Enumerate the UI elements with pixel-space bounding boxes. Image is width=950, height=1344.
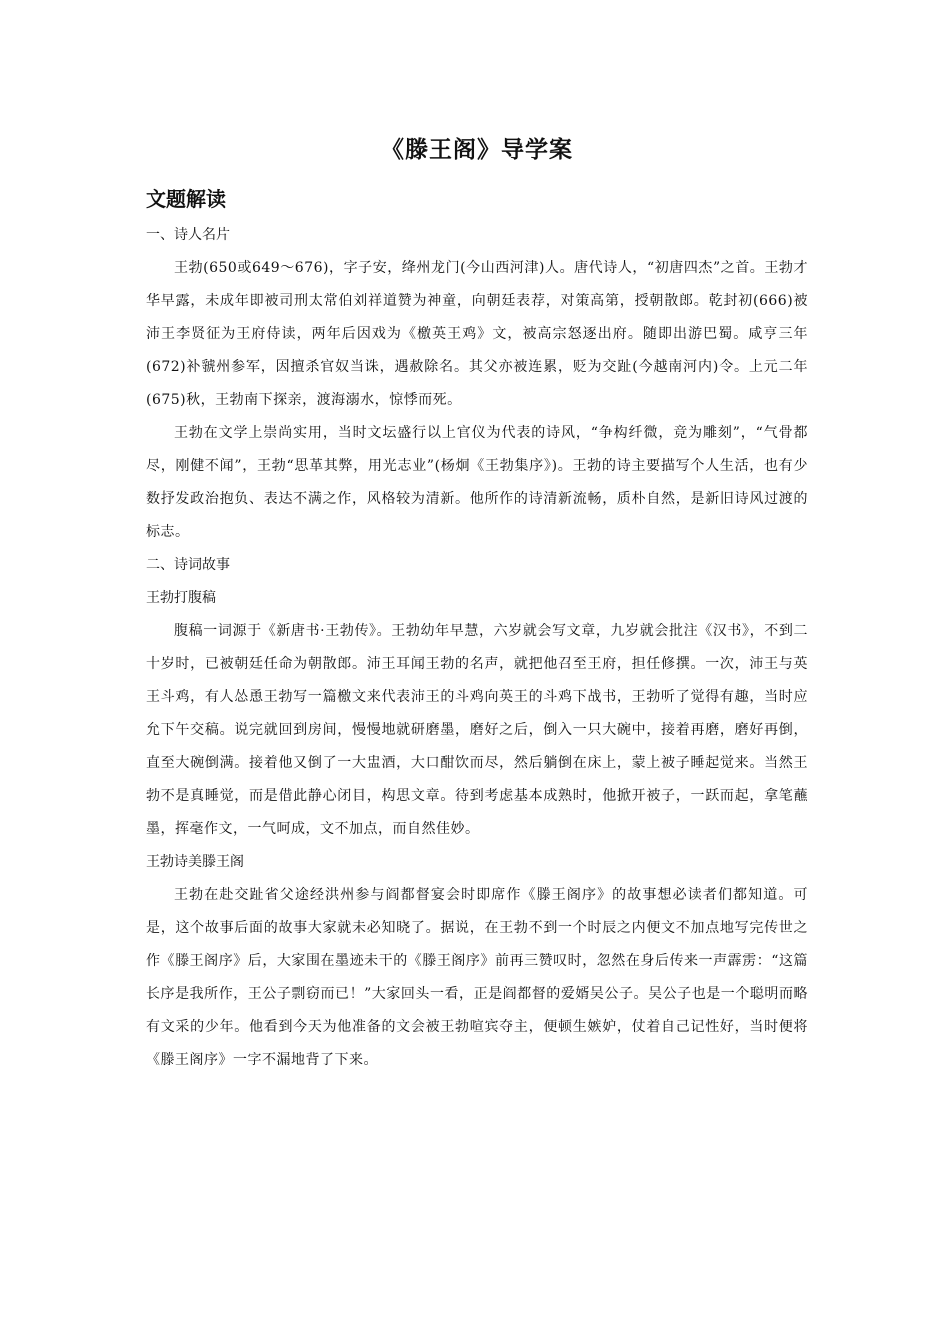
paragraph-literary-style: 王勃在文学上崇尚实用，当时文坛盛行以上官仪为代表的诗风，“争构纤微，竞为雕刻”，“气骨都尽，刚健不闻”，王勃“思革其弊，用光志业”(杨炯《王勃集序》)。王勃的诗主要描写个人生活，也有少数抒发政治抱负、表达不满之作，风格较为清新。他所作的诗清新流畅，质朴自然，是新旧诗风过渡的标志。 bbox=[146, 425, 808, 540]
subsection-poem-stories: 二、诗词故事 bbox=[146, 557, 230, 573]
story-title-tengwang: 王勃诗美滕王阁 bbox=[146, 854, 244, 870]
paragraph-tengwang-story: 王勃在赴交趾省父途经洪州参与阎都督宴会时即席作《滕王阁序》的故事想必读者们都知道。可是，这个故事后面的故事大家就未必知晓了。据说，在王勃不到一个时辰之内便文不加点地写完传世之作《滕王阁序》后，大家围在墨迹未干的《滕王阁序》前再三赞叹时，忽然在身后传来一声霹雳：“这篇长序是我所作，王公子剽窃而已！”大家回头一看，正是阎都督的爱婿吴公子。吴公子也是一个聪明而略有文采的少年。他看到今天为他准备的文会被王勃喧宾夺主，便顿生嫉妒，仗着自己记性好，当时便将《滕王阁序》一字不漏地背了下来。 bbox=[146, 887, 808, 1068]
paragraph-draft-story: 腹稿一词源于《新唐书·王勃传》。王勃幼年早慧，六岁就会写文章，九岁就会批注《汉书》，不到二十岁时，已被朝廷任命为朝散郎。沛王耳闻王勃的名声，就把他召至王府，担任修撰。一次，沛王与英王斗鸡，有人怂恿王勃写一篇檄文来代表沛王的斗鸡向英王的斗鸡下战书，王勃听了觉得有趣，当时应允下午交稿。说完就回到房间，慢慢地就研磨墨，磨好之后，倒入一只大碗中，接着再磨，磨好再倒，直至大碗倒满。接着他又倒了一大盅酒，大口酣饮而尽，然后躺倒在床上，蒙上被子睡起觉来。当然王勃不是真睡觉，而是借此静心闭目，构思文章。待到考虑基本成熟时，他掀开被子，一跃而起，拿笔蘸墨，挥毫作文，一气呵成，文不加点，而自然佳妙。 bbox=[146, 623, 808, 837]
subsection-poet-card: 一、诗人名片 bbox=[146, 227, 230, 243]
paragraph-biography: 王勃(650或649～676)，字子安，绛州龙门(今山西河津)人。唐代诗人，“初唐四杰”之首。王勃才华早露，未成年即被司刑太常伯刘祥道赞为神童，向朝廷表荐，对策高第，授朝散郎。乾封初(666)被沛王李贤征为王府侍读，两年后因戏为《檄英王鸡》文，被高宗怒逐出府。随即出游巴蜀。咸亨三年(672)补虢州参军，因擅杀官奴当诛，遇赦除名。其父亦被连累，贬为交趾(今越南河内)令。上元二年(675)秋，王勃南下探亲，渡海溺水，惊悸而死。 bbox=[146, 260, 808, 408]
document-title: 《滕王阁》导学案 bbox=[381, 137, 573, 163]
story-title-draft: 王勃打腹稿 bbox=[146, 590, 216, 606]
section-heading: 文题解读 bbox=[146, 187, 226, 211]
document-page bbox=[146, 128, 808, 1077]
